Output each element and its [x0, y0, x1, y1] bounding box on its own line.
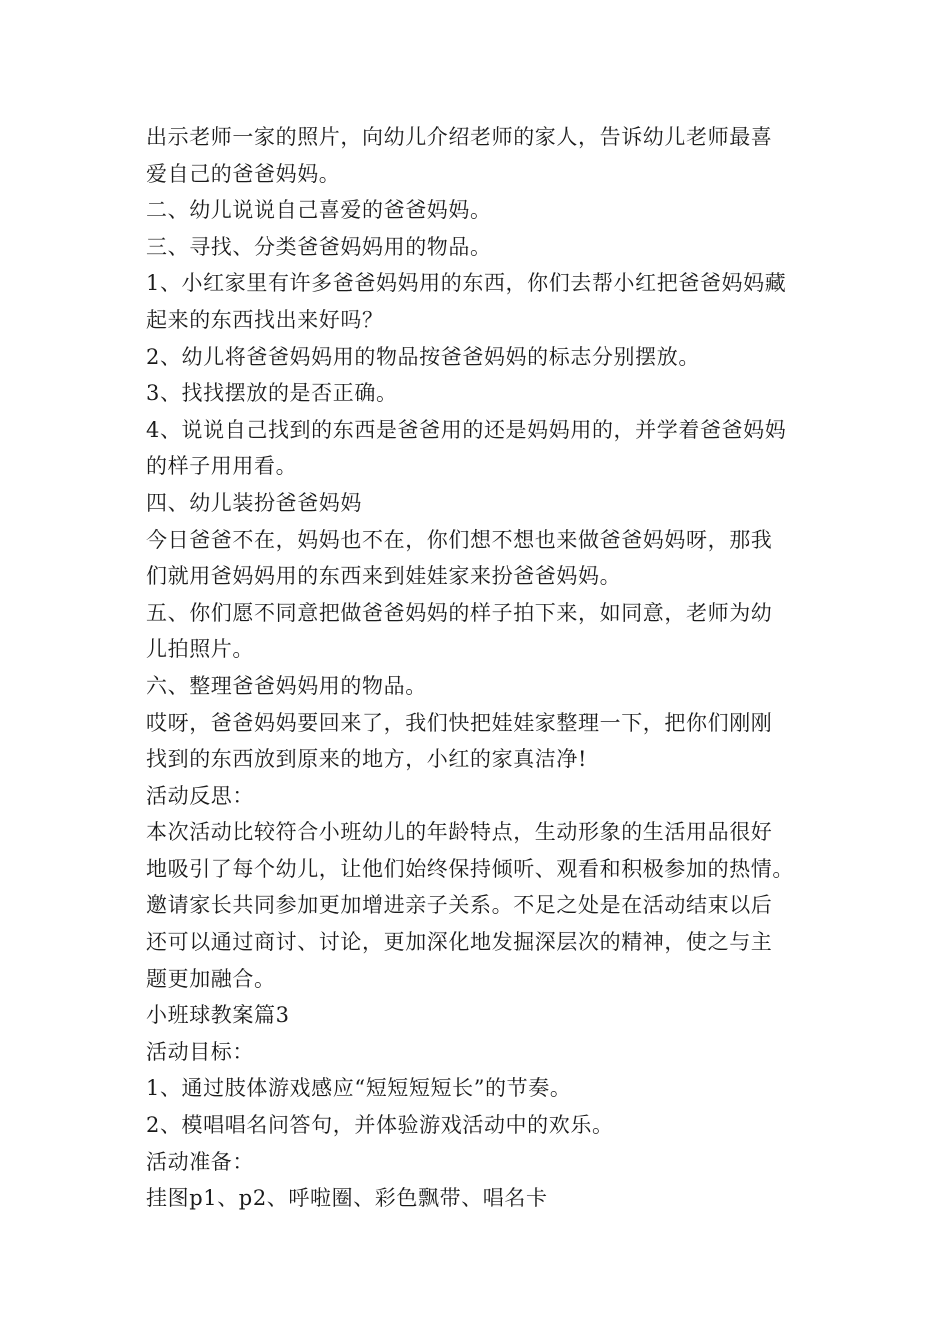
text-line: 地吸引了每个幼儿，让他们始终保持倾听、观看和积极参加的热情。 — [146, 856, 794, 881]
text-line: 2、模唱唱名问答句，并体验游戏活动中的欢乐。 — [146, 1113, 614, 1138]
text-line: 1、小红家里有许多爸爸妈妈用的东西，你们去帮小红把爸爸妈妈藏 — [146, 271, 787, 296]
text-line: 还可以通过商讨、讨论，更加深化地发掘深层次的精神，使之与主 — [146, 930, 773, 955]
text-line: 3、找找摆放的是否正确。 — [146, 381, 398, 406]
text-line: 儿拍照片。 — [146, 637, 254, 662]
section-heading: 三、寻找、分类爸爸妈妈用的物品。 — [146, 234, 492, 259]
section-heading: 四、幼儿装扮爸爸妈妈 — [146, 490, 362, 515]
text-line: 们就用爸妈妈用的东西来到娃娃家来扮爸爸妈妈。 — [146, 564, 622, 589]
text-line: 哎呀，爸爸妈妈要回来了，我们快把娃娃家整理一下，把你们刚刚 — [146, 710, 773, 735]
section-heading: 六、整理爸爸妈妈用的物品。 — [146, 673, 427, 698]
text-line: 出示老师一家的照片，向幼儿介绍老师的家人，告诉幼儿老师最喜 — [146, 125, 773, 149]
text-line: 挂图p1、p2、呼啦圈、彩色飘带、唱名卡 — [146, 1186, 548, 1211]
text-line: 爱自己的爸爸妈妈。 — [146, 161, 341, 186]
section-heading: 活动目标： — [146, 1039, 254, 1064]
text-line: 4、说说自己找到的东西是爸爸用的还是妈妈用的，并学着爸爸妈妈 — [146, 417, 787, 442]
section-heading: 五、你们愿不同意把做爸爸妈妈的样子拍下来，如同意，老师为幼 — [146, 600, 773, 625]
section-heading: 活动准备： — [146, 1149, 254, 1174]
text-line: 2、幼儿将爸爸妈妈用的物品按爸爸妈妈的标志分别摆放。 — [146, 344, 700, 369]
document-body — [146, 119, 836, 1217]
text-line: 找到的东西放到原来的地方，小红的家真洁净! — [146, 747, 588, 772]
text-line: 起来的东西找出来好吗？ — [146, 307, 384, 332]
text-line: 邀请家长共同参加更加增进亲子关系。不足之处是在活动结束以后 — [146, 893, 773, 918]
text-line: 今日爸爸不在，妈妈也不在，你们想不想也来做爸爸妈妈呀，那我 — [146, 527, 773, 552]
text-line: 的样子用用看。 — [146, 454, 298, 479]
section-heading: 活动反思： — [146, 783, 254, 808]
text-line: 题更加融合。 — [146, 966, 276, 991]
section-heading: 二、幼儿说说自己喜爱的爸爸妈妈。 — [146, 198, 492, 223]
text-line: 1、通过肢体游戏感应“短短短短长”的节奏。 — [146, 1076, 572, 1101]
text-line: 本次活动比较符合小班幼儿的年龄特点，生动形象的生活用品很好 — [146, 820, 773, 845]
section-heading: 小班球教案篇3 — [146, 1003, 290, 1028]
